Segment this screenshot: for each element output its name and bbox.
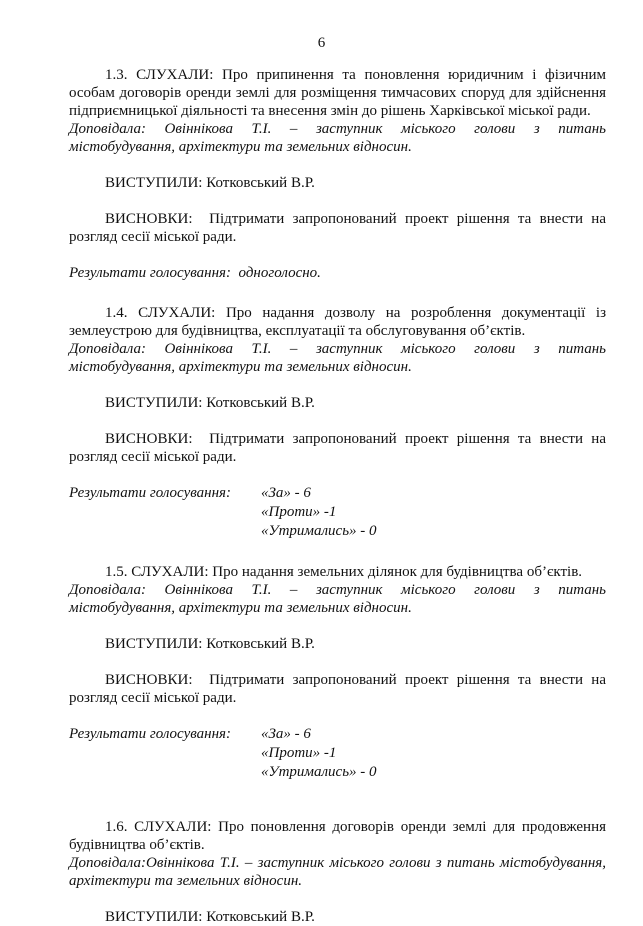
speaker-line-cont: містобудування, архітектури та земельних відносин. <box>69 359 412 375</box>
vote-for: «За» - 6 <box>261 485 311 501</box>
agenda-item-1-5 <box>69 563 606 782</box>
conclusion-prefix: ВИСНОВКИ: <box>105 431 193 447</box>
heard-paragraph <box>69 66 606 120</box>
conclusion-text: Підтримати запропонований проект рішення та внести на розгляд сесії міської ради. <box>69 431 606 465</box>
conclusion-prefix: ВИСНОВКИ: <box>105 672 193 688</box>
spoke-line: ВИСТУПИЛИ: Котковський В.Р. <box>105 175 315 191</box>
conclusion-text: Підтримати запропонований проект рішення та внести на розгляд сесії міської ради. <box>69 672 606 706</box>
conclusion-paragraph <box>69 210 606 246</box>
vote-line <box>69 264 606 282</box>
heard-text: Про надання земельних ділянок для будівництва об’єктів. <box>212 564 583 580</box>
conclusion-paragraph <box>69 430 606 466</box>
vote-block <box>69 725 606 782</box>
heard-paragraph <box>69 304 606 340</box>
conclusion-text: Підтримати запропонований проект рішення та внести на розгляд сесії міської ради. <box>69 211 606 245</box>
vote-for: «За» - 6 <box>261 726 311 742</box>
conclusion-paragraph <box>69 671 606 707</box>
speaker-line: Доповідала: Овіннікова Т.І. – заступник міського голови з питань <box>69 582 606 598</box>
vote-block <box>69 484 606 541</box>
conclusion-prefix: ВИСНОВКИ: <box>105 211 193 227</box>
speaker-line: Доповідала:Овіннікова Т.І. – заступник міського голови з питань містобудування, <box>69 855 606 871</box>
vote-label: Результати голосування: <box>69 726 232 742</box>
vote-values <box>261 484 377 541</box>
heard-prefix: 1.4. СЛУХАЛИ: <box>105 305 216 321</box>
vote-abstain: «Утримались» - 0 <box>261 523 377 539</box>
page-number: 6 <box>317 35 326 51</box>
heard-text: Про надання дозволу на розроблення документації із землеустрою для будівництва, експлуатації та обслуговування об’єктів. <box>69 305 607 339</box>
vote-label: Результати голосування: <box>69 485 232 501</box>
speaker-line-cont: містобудування, архітектури та земельних відносин. <box>69 139 412 155</box>
heard-prefix: 1.3. СЛУХАЛИ: <box>105 67 214 83</box>
spoke-line: ВИСТУПИЛИ: Котковський В.Р. <box>105 909 315 925</box>
spoke-line: ВИСТУПИЛИ: Котковський В.Р. <box>105 636 315 652</box>
speaker-line-cont: архітектури та земельних відносин. <box>69 873 303 889</box>
heard-paragraph <box>69 563 606 581</box>
agenda-item-1-3 <box>69 66 606 282</box>
vote-against: «Проти» -1 <box>261 745 337 761</box>
heard-text: Про поновлення договорів оренди землі для продовження будівництва об’єктів. <box>69 819 606 853</box>
vote-against: «Проти» -1 <box>261 504 337 520</box>
vote-abstain: «Утримались» - 0 <box>261 764 377 780</box>
spoke-line: ВИСТУПИЛИ: Котковський В.Р. <box>105 395 315 411</box>
agenda-item-1-4 <box>69 304 606 541</box>
speaker-line: Доповідала: Овіннікова Т.І. – заступник міського голови з питань <box>69 341 606 357</box>
speaker-line-cont: містобудування, архітектури та земельних відносин. <box>69 600 412 616</box>
heard-paragraph <box>69 818 606 854</box>
document-body <box>69 66 606 926</box>
heard-prefix: 1.6. СЛУХАЛИ: <box>105 819 212 835</box>
speaker-line: Доповідала: Овіннікова Т.І. – заступник міського голови з питань <box>69 121 606 137</box>
heard-prefix: 1.5. СЛУХАЛИ: <box>105 564 209 580</box>
vote-label: Результати голосування: <box>69 265 232 281</box>
heard-text: Про припинення та поновлення юридичним і фізичним особам договорів оренди землі для розміщення тимчасових споруд для здійснення підприємницької діяльності та внесення змін до рішень Харківської міської ради. <box>69 67 606 119</box>
vote-values <box>261 725 377 782</box>
vote-result: одноголосно. <box>238 265 321 281</box>
